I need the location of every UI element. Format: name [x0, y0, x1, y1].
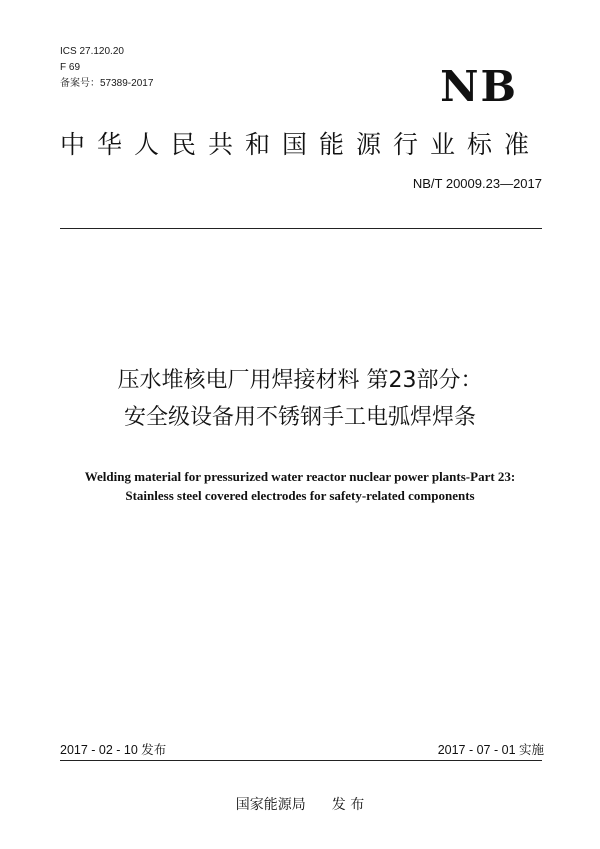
implementation-date: 2017 - 07 - 01 实施 [437, 743, 544, 757]
chinese-title [0, 362, 600, 436]
standard-number: NB/T 20009.23—2017 [412, 176, 542, 191]
english-title-line-2: Stainless steel covered electrodes for safety-related components [125, 488, 475, 503]
top-divider [60, 228, 542, 229]
nb-logo: NB [440, 62, 518, 111]
standard-category-title: 中华人民共和国能源行业标准 [60, 130, 542, 159]
english-title [0, 467, 600, 505]
classification-block [60, 44, 153, 92]
publisher-authority: 国家能源局 [235, 797, 306, 813]
filing-number: 备案号：57389-2017 [60, 78, 154, 89]
publisher-action: 发 布 [331, 797, 365, 813]
chinese-title-line-2: 安全级设备用不锈钢手工电弧焊焊条 [123, 405, 476, 430]
chinese-title-line-1: 压水堆核电厂用焊接材料 第23部分： [117, 368, 483, 393]
english-title-line-1: Welding material for pressurized water reactor nuclear power plants-Part 23: [84, 469, 516, 484]
issue-date: 2017 - 02 - 10 发布 [60, 743, 167, 757]
bottom-divider [60, 760, 542, 761]
ics-code: ICS 27.120.20 [60, 46, 124, 57]
ccs-code: F 69 [60, 62, 81, 73]
publisher-line [0, 794, 600, 814]
